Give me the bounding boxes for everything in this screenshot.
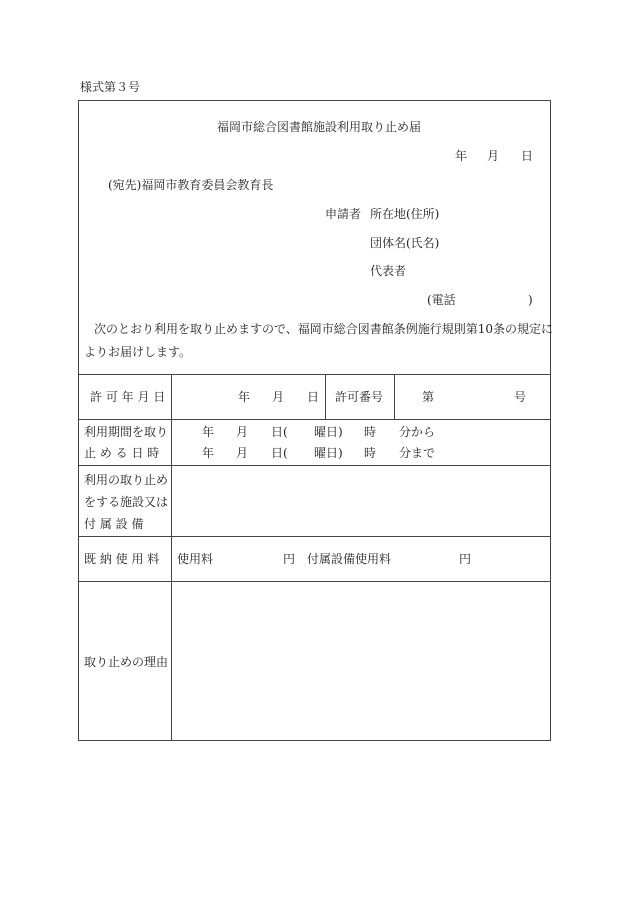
body-text-line2: よりお届けします。	[84, 345, 192, 359]
body-text-line1: 次のとおり利用を取り止めますので、福岡市総合図書館条例施行規則第10条の規定に	[94, 322, 554, 336]
addressee: (宛先)福岡市教育委員会教育長	[108, 178, 274, 192]
facility-label-line1: 利用の取り止め	[84, 473, 169, 487]
period-from-day: 日(	[271, 425, 288, 439]
permit-number-divider-left	[325, 374, 326, 419]
fee-equipment-label: 付属設備使用料	[307, 552, 392, 566]
fee-usage-label: 使用料	[177, 552, 214, 566]
reason-label: 取り止めの理由	[84, 655, 169, 669]
period-from-hour: 時	[364, 425, 377, 439]
period-to-minute: 分まで	[399, 446, 436, 460]
period-to-hour: 時	[364, 446, 377, 460]
permit-number-divider-right	[394, 374, 395, 419]
period-from-weekday: 曜日)	[314, 425, 343, 439]
table-rule-3	[78, 465, 551, 466]
period-to-weekday: 曜日)	[314, 446, 343, 460]
applicant-organization: 団体名(氏名)	[370, 236, 440, 250]
table-rule-2	[78, 419, 551, 420]
period-from-minute: 分から	[399, 425, 436, 439]
fee-label: 既 納 使 用 料	[84, 552, 160, 566]
facility-label-line2: をする施設又は	[84, 495, 169, 509]
date-month: 月	[487, 149, 500, 163]
fee-usage-yen: 円	[283, 552, 296, 566]
applicant-phone-open: (電話	[427, 293, 456, 307]
form-number: 様式第３号	[80, 80, 141, 94]
period-from-month: 月	[236, 425, 249, 439]
period-to-year: 年	[202, 446, 215, 460]
period-label-line2: 止 め る 日 時	[84, 446, 160, 460]
permit-date-day: 日	[307, 390, 320, 404]
table-label-divider	[171, 374, 172, 741]
applicant-phone-close: )	[528, 293, 533, 307]
permit-number-suffix: 号	[514, 390, 527, 404]
fee-equipment-yen: 円	[459, 552, 472, 566]
permit-date-label: 許 可 年 月 日	[90, 390, 166, 404]
permit-number-label: 許可番号	[335, 390, 384, 404]
form-frame	[78, 100, 554, 741]
permit-date-year: 年	[238, 390, 251, 404]
table-rule-4	[78, 536, 551, 537]
permit-date-month: 月	[272, 390, 285, 404]
table-rule-5	[78, 581, 551, 582]
period-label-line1: 利用期間を取り	[84, 425, 169, 439]
applicant-representative: 代表者	[370, 264, 407, 278]
facility-label-line3: 付 属 設 備	[84, 517, 144, 531]
date-day: 日	[521, 149, 534, 163]
period-to-month: 月	[236, 446, 249, 460]
period-to-day: 日(	[271, 446, 288, 460]
period-from-year: 年	[202, 425, 215, 439]
table-rule-top	[78, 374, 551, 375]
applicant-label: 申請者	[325, 207, 362, 221]
permit-number-prefix: 第	[422, 390, 435, 404]
date-year: 年	[455, 149, 468, 163]
applicant-address: 所在地(住所)	[370, 207, 440, 221]
form-title: 福岡市総合図書館施設利用取り止め届	[217, 120, 422, 134]
